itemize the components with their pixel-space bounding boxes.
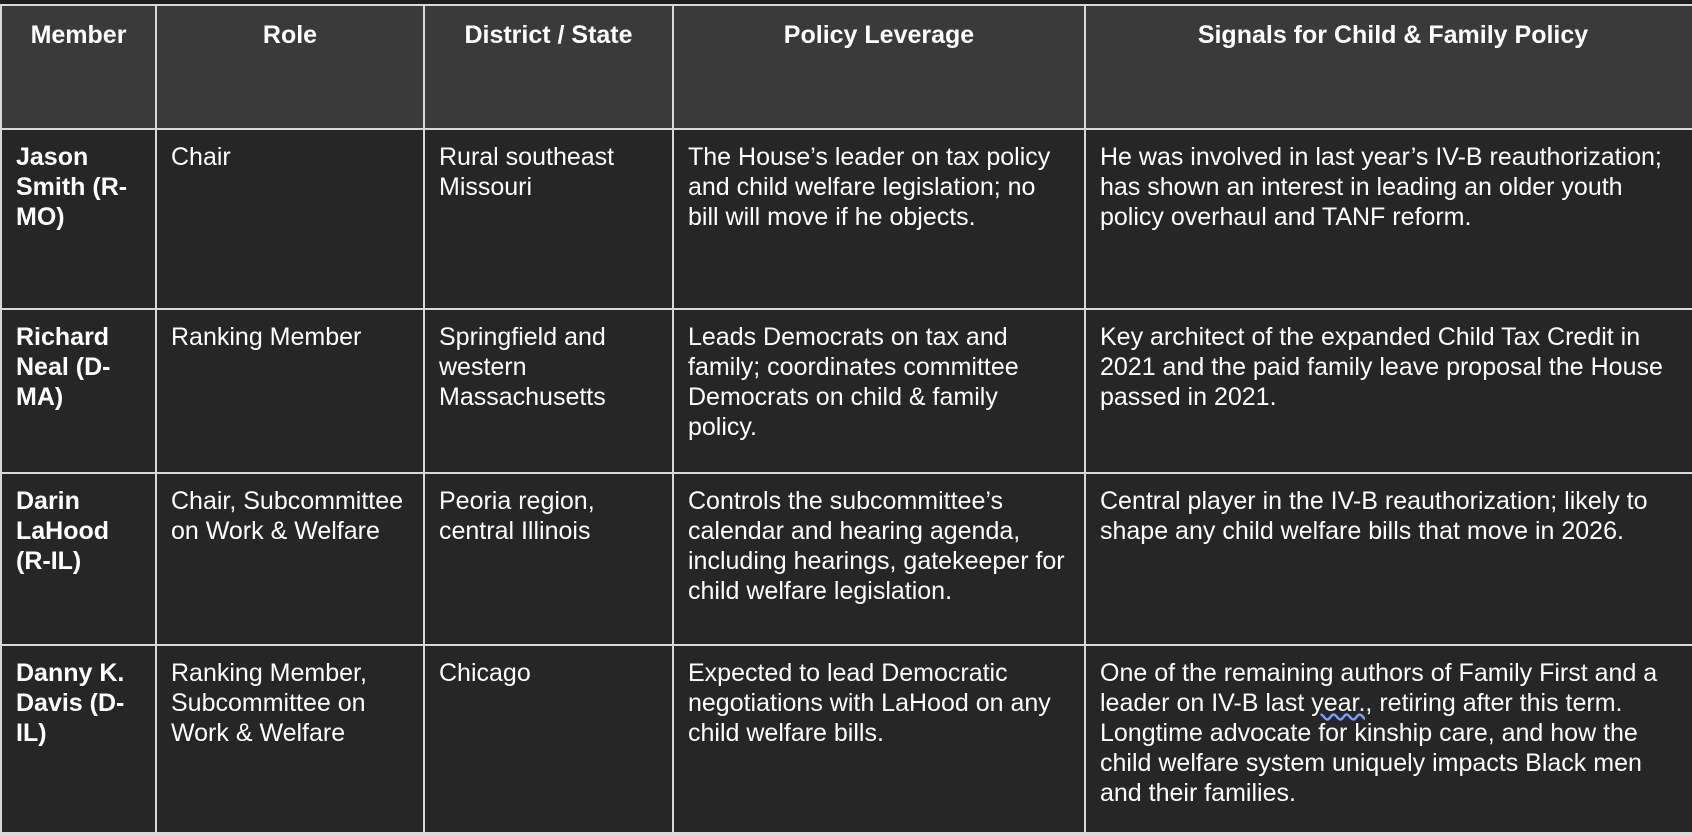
table-header-row	[1, 5, 1692, 129]
header-signals: Signals for Child & Family Policy	[1085, 5, 1692, 129]
header-member: Member	[1, 5, 156, 129]
district-cell: Peoria region, central Illinois	[424, 473, 673, 645]
role-cell: Ranking Member	[156, 309, 424, 473]
header-district: District / State	[424, 5, 673, 129]
committee-members-table	[0, 4, 1692, 836]
signals-cell: Central player in the IV-B reauthorization; likely to shape any child welfare bills that move in 2026.	[1085, 473, 1692, 645]
table-bottom-border	[0, 832, 1692, 834]
member-cell: Darin LaHood (R-IL)	[1, 473, 156, 645]
leverage-cell: The House’s leader on tax policy and child welfare legislation; no bill will move if he objects.	[673, 129, 1085, 309]
member-cell: Richard Neal (D-MA)	[1, 309, 156, 473]
table-row	[1, 645, 1692, 835]
member-cell: Jason Smith (R-MO)	[1, 129, 156, 309]
signals-cell: Key architect of the expanded Child Tax Credit in 2021 and the paid family leave proposal the House passed in 2021.	[1085, 309, 1692, 473]
role-cell: Chair, Subcommittee on Work & Welfare	[156, 473, 424, 645]
signals-cell	[1085, 645, 1692, 835]
leverage-cell: Leads Democrats on tax and family; coordinates committee Democrats on child & family policy.	[673, 309, 1085, 473]
header-role: Role	[156, 5, 424, 129]
signals-cell: He was involved in last year’s IV-B reauthorization; has shown an interest in leading an older youth policy overhaul and TANF reform.	[1085, 129, 1692, 309]
signals-text-start: One of the remaining authors of Family First and a leader on IV-B last	[1100, 659, 1658, 717]
header-leverage: Policy Leverage	[673, 5, 1085, 129]
role-cell: Chair	[156, 129, 424, 309]
spellcheck-flagged-word[interactable]: year.,	[1311, 689, 1373, 717]
leverage-cell: Expected to lead Democratic negotiations with LaHood on any child welfare bills.	[673, 645, 1085, 835]
leverage-cell: Controls the subcommittee’s calendar and hearing agenda, including hearings, gatekeeper for child welfare legislation.	[673, 473, 1085, 645]
district-cell: Rural southeast Missouri	[424, 129, 673, 309]
signals-text-end: retiring after this term. Longtime advocate for kinship care, and how the child welfare system uniquely impacts Black men and their families.	[1100, 689, 1642, 807]
district-cell: Chicago	[424, 645, 673, 835]
district-cell: Springfield and western Massachusetts	[424, 309, 673, 473]
table-row	[1, 309, 1692, 473]
table-row	[1, 473, 1692, 645]
policy-table-frame	[0, 4, 1692, 836]
table-row	[1, 129, 1692, 309]
member-cell: Danny K. Davis (D-IL)	[1, 645, 156, 835]
role-cell: Ranking Member, Subcommittee on Work & Welfare	[156, 645, 424, 835]
